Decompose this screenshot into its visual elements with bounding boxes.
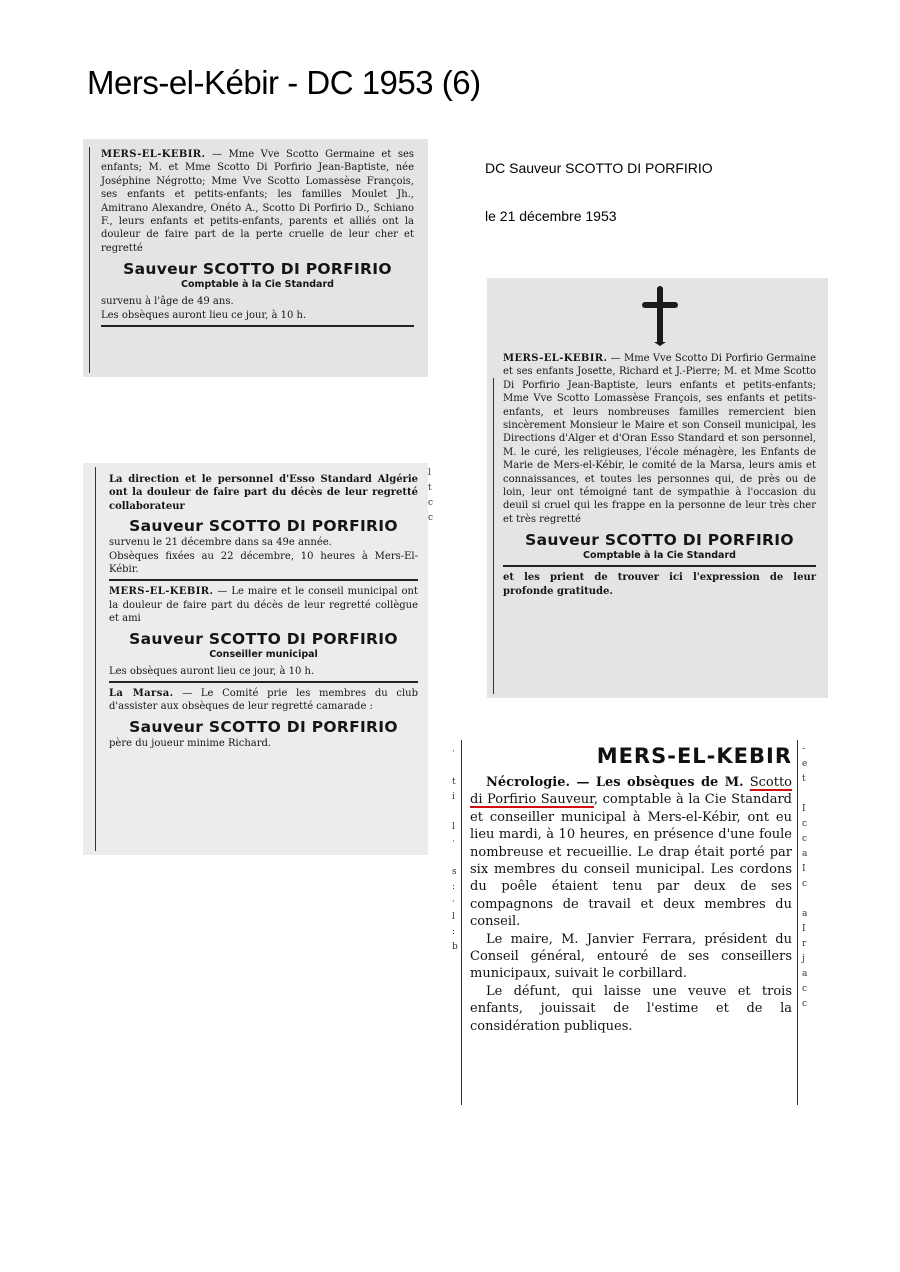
column-rule bbox=[95, 467, 96, 851]
page-title: Mers-el-Kébir - DC 1953 (6) bbox=[87, 64, 481, 101]
deceased-name: Sauveur SCOTTO DI PORFIRIO bbox=[129, 717, 398, 736]
column-rule bbox=[493, 378, 494, 694]
clipping-death-notice-family bbox=[83, 139, 428, 377]
council-notice-body: MERS-EL-KEBIR. — Le maire et le conseil municipal ont la douleur de faire part du décès de leur regretté collègue et ami bbox=[109, 586, 418, 625]
clipping-necrology-article bbox=[466, 740, 794, 1105]
divider bbox=[503, 565, 816, 567]
deceased-name: Sauveur SCOTTO DI PORFIRIO bbox=[129, 517, 398, 536]
column-rule-left bbox=[461, 740, 462, 1105]
deceased-name: Sauveur SCOTTO DI PORFIRIO bbox=[123, 260, 392, 279]
gutter-fragments-left: · t i l · s : · l : b bbox=[452, 747, 458, 952]
thanks-closing: et les prient de trouver ici l'expression de leur profonde gratitude. bbox=[503, 572, 816, 597]
article-heading: MERS-EL-KEBIR bbox=[596, 744, 792, 768]
divider bbox=[101, 325, 414, 327]
article-paragraph-3: Le défunt, qui laisse une veuve et trois enfants, jouissait de l'estime et de la considération publiques. bbox=[470, 983, 792, 1034]
caption-date: le 21 décembre 1953 bbox=[485, 208, 617, 224]
notice-age-line: survenu à l'âge de 49 ans. bbox=[101, 296, 234, 308]
esso-notice-body: La direction et le personnel d'Esso Standard Algérie ont la douleur de faire part du décès de leur regretté collaborateur bbox=[109, 474, 418, 512]
thanks-body: MERS-EL-KEBIR. — Mme Vve Scotto Di Porfirio Germaine et ses enfants Josette, Richard et J.-Pierre; M. et Mme Scotto Di Porfirio Jean-Baptiste, leurs enfants et petits-enfants; Mme Vve Scotto Lomassèse François, ses enfants et petits-enfants, et leurs nombreuses familles remercient bien sincèrement Monsieur le Maire et son Conseil municipal, les Directions d'Alger et d'Oran Esso Standard et son personnel, M. le curé, les religieuses, l'école ménagère, les Enfants de Marie de Mers-el-Kébir, le comité de la Marsa, leurs amis et connaissances, et toutes les personnes qui, de près ou de loin, leur ont témoigné tant de sympathie à l'occasion du deuil si cruel qui les frappe en la personne de leur très cher et très regretté bbox=[503, 353, 816, 525]
funeral-time-line: Les obsèques auront lieu ce jour, à 10 h. bbox=[101, 309, 307, 321]
club-notice-line: père du joueur minime Richard. bbox=[109, 737, 272, 749]
divider bbox=[109, 579, 418, 581]
gutter-fragments-right: - e t I c c a I c a I r j a c c bbox=[802, 744, 808, 1009]
notice-body: MERS-EL-KEBIR. — Mme Vve Scotto Germaine et ses enfants; M. et Mme Scotto Di Porfirio Jean-Baptiste, née Joséphine Négrotto; Mme Vve Scotto Lomassèse François, ses enfants et petits-enfants; les familles Moulet Jh., Amitrano Alexandre, Onéto A., Scotto Di Porfirio D., Schiano F., leurs enfants et petits-enfants, parents et alliés ont la douleur de faire part de la perte cruelle de leur cher et regretté bbox=[101, 149, 414, 254]
esso-notice-funeral: Obsèques fixées au 22 décembre, 10 heures à Mers-El-Kébir. bbox=[109, 550, 418, 576]
club-notice-body: La Marsa. — Le Comité prie les membres du club d'assister aux obsèques de leur regretté camarade : bbox=[109, 688, 418, 713]
deceased-title: Conseiller municipal bbox=[209, 648, 318, 660]
clipping-thanks-notice bbox=[487, 278, 828, 698]
deceased-name: Sauveur SCOTTO DI PORFIRIO bbox=[129, 629, 398, 648]
clipping-three-notices bbox=[83, 463, 428, 855]
deceased-name: Sauveur SCOTTO DI PORFIRIO bbox=[525, 531, 794, 550]
underlined-name: Scotto di Porfirio Sauveur bbox=[470, 775, 792, 808]
caption-deceased-name: DC Sauveur SCOTTO DI PORFIRIO bbox=[485, 160, 713, 176]
deceased-title: Comptable à la Cie Standard bbox=[181, 279, 334, 291]
column-rule-right bbox=[797, 740, 798, 1105]
column-rule bbox=[89, 147, 90, 373]
council-funeral-line: Les obsèques auront lieu ce jour, à 10 h. bbox=[109, 665, 315, 677]
esso-notice-date: survenu le 21 décembre dans sa 49e année. bbox=[109, 537, 332, 549]
deceased-title: Comptable à la Cie Standard bbox=[583, 550, 736, 562]
gutter-fragments: l t c c bbox=[428, 468, 434, 523]
cross-icon bbox=[640, 286, 680, 346]
article-paragraph-1: Nécrologie. — Les obsèques de M. Scotto di Porfirio Sauveur, comptable à la Cie Standard et conseiller municipal à Mers-el-Kébir, ont eu lieu mardi, à 10 heures, en présence d'une foule nombreuse et recueillie. Le drap était porté par six membres du conseil municipal. Les cordons du poêle étaient tenu par deux de ses compagnons de travail et deux membres du conseil. bbox=[470, 775, 792, 930]
divider bbox=[109, 681, 418, 683]
article-paragraph-2: Le maire, M. Janvier Ferrara, président du Conseil général, entouré de ses conseillers municipaux, suivait le corbillard. bbox=[470, 931, 792, 982]
